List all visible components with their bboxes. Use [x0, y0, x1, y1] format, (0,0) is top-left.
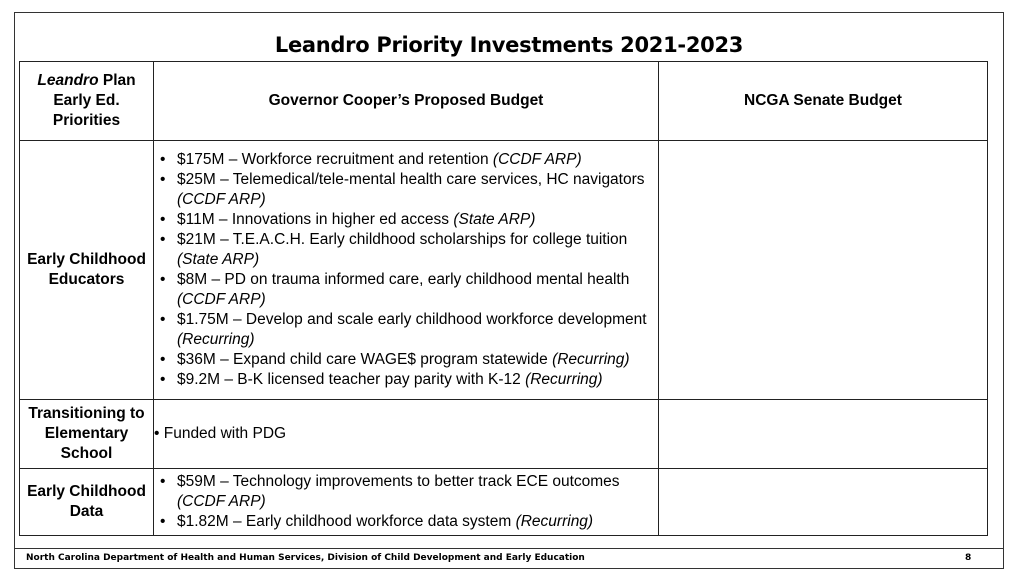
- governor-items-data: [154, 469, 659, 536]
- slide-title: Leandro Priority Investments 2021-2023: [274, 33, 744, 57]
- list-item: • $25M – Telemedical/tele-mental health care services, HC navigators (CCDF ARP): [154, 170, 652, 210]
- header-priorities: [20, 62, 154, 141]
- list-item: • $59M – Technology improvements to better track ECE outcomes (CCDF ARP): [154, 472, 652, 512]
- table-row: [20, 141, 988, 400]
- footer-text: North Carolina Department of Health and Human Services, Division of Child Development and Early Education: [26, 553, 585, 563]
- table-header-row: [20, 62, 988, 141]
- governor-item-transitioning: • Funded with PDG: [154, 400, 659, 469]
- investments-table: [19, 61, 988, 536]
- header-governor-budget: Governor Cooper’s Proposed Budget: [154, 62, 659, 141]
- list-item: • $21M – T.E.A.C.H. Early childhood scholarships for college tuition (State ARP): [154, 230, 652, 270]
- senate-cell-transitioning: [659, 400, 988, 469]
- row-label-educators: Early Childhood Educators: [20, 141, 154, 400]
- senate-cell-educators: [659, 141, 988, 400]
- list-item: • $1.82M – Early childhood workforce data system (Recurring): [154, 512, 652, 532]
- row-label-transitioning: Transitioning to Elementary School: [20, 400, 154, 469]
- header-senate-budget: NCGA Senate Budget: [659, 62, 988, 141]
- page-number: 8: [965, 553, 972, 563]
- list-item: • $11M – Innovations in higher ed access (State ARP): [154, 210, 652, 230]
- list-item: • $9.2M – B-K licensed teacher pay parity with K-12 (Recurring): [154, 370, 652, 390]
- list-item: • $36M – Expand child care WAGE$ program statewide (Recurring): [154, 350, 652, 370]
- table-row: [20, 469, 988, 536]
- governor-items-educators: [154, 141, 659, 400]
- table-row: [20, 400, 988, 469]
- senate-cell-data: [659, 469, 988, 536]
- footer-divider: [14, 548, 1004, 549]
- header-leandro: Leandro: [37, 72, 99, 89]
- header-plan-priorities: Plan Early Ed. Priorities: [52, 72, 136, 129]
- list-item: • $8M – PD on trauma informed care, early childhood mental health (CCDF ARP): [154, 270, 652, 310]
- row-label-data: Early Childhood Data: [20, 469, 154, 536]
- list-item: • $1.75M – Develop and scale early childhood workforce development (Recurring): [154, 310, 652, 350]
- slide: [14, 12, 1004, 569]
- list-item: • $175M – Workforce recruitment and retention (CCDF ARP): [154, 150, 652, 170]
